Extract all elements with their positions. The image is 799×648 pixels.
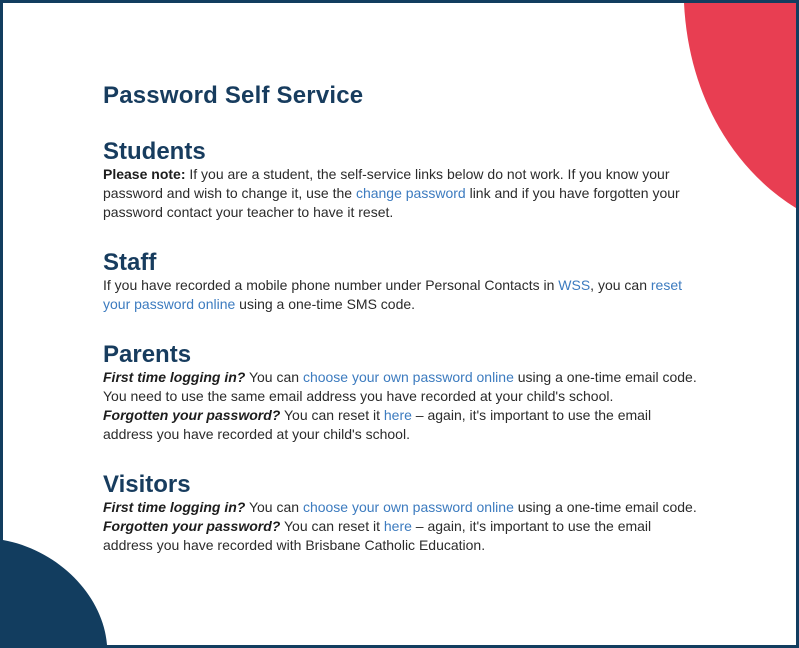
main-content	[103, 81, 703, 555]
students-paragraph	[103, 165, 703, 222]
parents-forgot-text-1: You can reset it	[280, 407, 384, 423]
parents-first-time-label: First time logging in?	[103, 369, 246, 385]
students-text-1: If you are a student, the self-service links below do not work. If you know your password and wish to change it, use the	[103, 166, 670, 201]
students-heading: Students	[103, 138, 206, 165]
students-text-2: link and if you have forgotten your password contact your teacher to have it reset.	[103, 185, 680, 220]
parents-forgotten-paragraph	[103, 406, 703, 444]
visitors-first-time-paragraph	[103, 498, 703, 517]
students-section	[103, 139, 703, 222]
visitors-forgot-text-2: – again, it's important to use the email address you have recorded with Brisbane Catholic Education.	[103, 518, 652, 553]
blue-corner-decoration	[3, 540, 107, 645]
reset-password-online-link[interactable]: reset your password online	[103, 277, 682, 312]
parents-forgot-text-2: – again, it's important to use the email address you have recorded at your child's school.	[103, 407, 652, 442]
visitors-reset-here-link[interactable]: here	[383, 518, 412, 534]
visitors-section	[103, 472, 703, 555]
wss-link[interactable]: WSS	[558, 277, 591, 293]
staff-text-2: , you can	[590, 277, 651, 293]
parents-forgotten-label: Forgotten your password?	[103, 407, 281, 423]
change-password-link[interactable]: change password	[355, 185, 466, 201]
parents-first-time-paragraph	[103, 368, 703, 406]
parents-section	[103, 342, 703, 444]
visitors-first-text-1: You can	[245, 499, 303, 515]
visitors-forgot-text-1: You can reset it	[280, 518, 384, 534]
visitors-choose-password-link[interactable]: choose your own password online	[302, 499, 514, 515]
visitors-first-text-2: using a one-time email code.	[513, 499, 697, 515]
visitors-heading: Visitors	[103, 471, 191, 498]
staff-paragraph	[103, 276, 703, 314]
visitors-forgotten-label: Forgotten your password?	[103, 518, 281, 534]
parents-first-text-2: using a one-time email code. You need to use the same email address you have recorded at your child's school.	[103, 369, 697, 404]
parents-first-text-1: You can	[245, 369, 303, 385]
parents-heading: Parents	[103, 341, 192, 368]
parents-choose-password-link[interactable]: choose your own password online	[302, 369, 514, 385]
visitors-first-time-label: First time logging in?	[103, 499, 246, 515]
parents-reset-here-link[interactable]: here	[383, 407, 412, 423]
staff-section	[103, 250, 703, 314]
staff-text-3: using a one-time SMS code.	[235, 296, 416, 312]
visitors-forgotten-paragraph	[103, 517, 703, 555]
staff-text-1: If you have recorded a mobile phone number under Personal Contacts in	[103, 277, 559, 293]
page-title: Password Self Service	[103, 82, 364, 109]
please-note-label: Please note:	[103, 166, 186, 182]
staff-heading: Staff	[103, 249, 157, 276]
